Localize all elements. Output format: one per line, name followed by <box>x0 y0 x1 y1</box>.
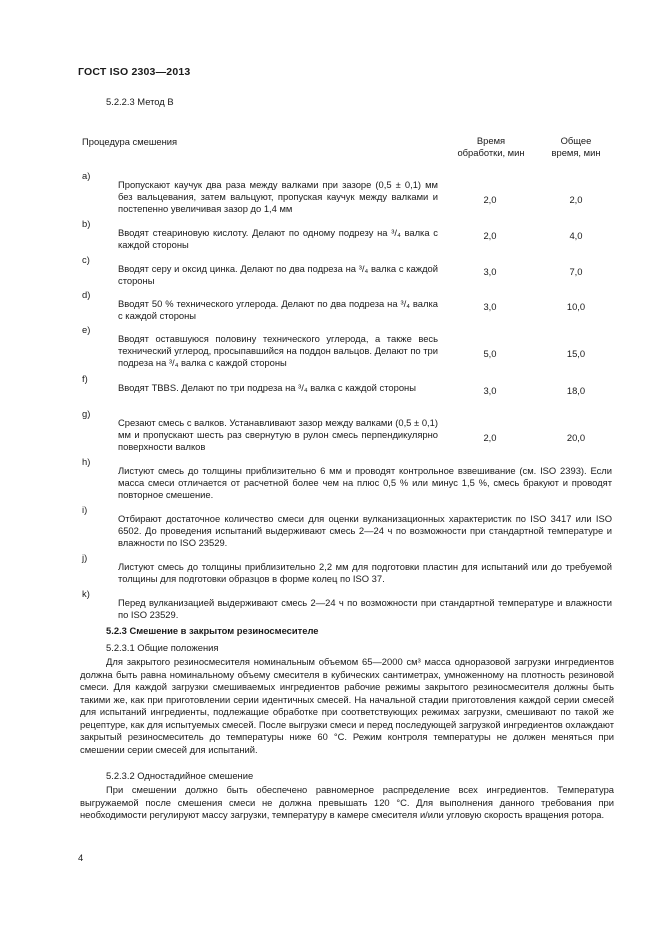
step-text: Вводят стеариновую кислоту. Делают по одному подрезу на ³/₄ валка с каждой стороны <box>118 227 438 251</box>
method-b-heading: 5.2.2.3 Метод B <box>106 96 174 107</box>
step-letter: i) <box>82 504 88 515</box>
step-total-time: 18,0 <box>566 385 586 396</box>
step-processing-time: 2,0 <box>483 432 497 443</box>
step-letter: k) <box>82 588 90 599</box>
section-5-2-3-1-heading: 5.2.3.1 Общие положения <box>106 642 219 653</box>
step-text: Вводят серу и оксид цинка. Делают по два подреза на ³/₄ валка с каждой стороны <box>118 263 438 287</box>
step-processing-time: 2,0 <box>483 194 497 205</box>
step-text: Листуют смесь до толщины приблизительно 6 мм и проводят контрольное взвешивание (см. ISO 2393). Если масса смеси отличается от расчетной более чем на плюс 0,5 % или минус 1,5 %, смесь бракуют и проводят повторное смешение. <box>118 465 612 501</box>
step-processing-time: 3,0 <box>483 301 497 312</box>
step-letter: c) <box>82 254 90 265</box>
step-processing-time: 5,0 <box>483 348 497 359</box>
step-text: Пропускают каучук два раза между валками при зазоре (0,5 ± 0,1) мм без вальцевания, затем вальцуют, пропуская каучук между валками и постепенно увеличивая зазор до 1,4 мм <box>118 179 438 215</box>
step-total-time: 20,0 <box>566 432 586 443</box>
column-header-total-time-line2: время, мин <box>551 147 601 158</box>
step-text: Перед вулканизацией выдерживают смесь 2—24 ч по возможности при стандартной температуре и влажности по ISO 23529. <box>118 597 612 621</box>
step-text: Вводят 50 % технического углерода. Делают по два подреза на ³/₄ валка с каждой стороны <box>118 298 438 322</box>
column-header-processing-time-line2: обработки, мин <box>457 147 525 158</box>
column-header-procedure: Процедура смешения <box>82 136 178 147</box>
step-letter: j) <box>82 552 88 563</box>
step-text: Вводят TBBS. Делают по три подреза на ³/₄ валка с каждой стороны <box>118 382 416 394</box>
step-total-time: 10,0 <box>566 301 586 312</box>
step-text: Вводят оставшуюся половину технического углерода, а также весь технический углерод, просыпавшийся на поддон вальцов. Делают по три подреза на ³/₄ валка с каждой стороны <box>118 333 438 369</box>
step-total-time: 7,0 <box>569 266 583 277</box>
step-total-time: 2,0 <box>569 194 583 205</box>
column-header-total-time <box>541 135 611 159</box>
step-processing-time: 2,0 <box>483 230 497 241</box>
step-letter: a) <box>82 170 91 181</box>
step-letter: d) <box>82 289 91 300</box>
column-header-total-time-line1: Общее <box>560 135 592 146</box>
step-letter: b) <box>82 218 91 229</box>
step-processing-time: 3,0 <box>483 385 497 396</box>
section-5-2-3-heading: 5.2.3 Смешение в закрытом резиносмесителе <box>106 625 319 636</box>
step-letter: f) <box>82 373 88 384</box>
document-title: ГОСТ ISO 2303—2013 <box>78 66 191 78</box>
step-processing-time: 3,0 <box>483 266 497 277</box>
column-header-processing-time <box>446 135 536 159</box>
section-5-2-3-2-heading: 5.2.3.2 Одностадийное смешение <box>106 770 254 781</box>
section-5-2-3-1-paragraph: Для закрытого резиносмесителя номинальным объемом 65—2000 см³ масса одноразовой загрузки ингредиентов должна быть равна номинальному объему смесителя в кубических сантиметрах, умноженному на плотность резиновой смеси. Для каждой загрузки смешиваемых ингредиентов рабочие режимы закрытого резиносмесителя должны быть такими же, как при приготовлении серии идентичных смесей. На начальной стадии приготовления каждой серии смесей для испытаний ингредиенты, подлежащие обработке при соответствующих режимах загрузки, смешивают по такой же рецептуре, как для испытуемых смесей. После выгрузки смеси и перед последующей загрузкой ингредиентов охлаждают закрытый резиносмеситель до температуры ниже 60 °С. Режим контроля температуры не должен меняться при смешении серии смесей для испытаний. <box>80 656 614 755</box>
step-letter: g) <box>82 408 91 419</box>
section-5-2-3-2-paragraph: При смешении должно быть обеспечено равномерное распределение всех ингредиентов. Температура выгружаемой после смешения смеси не должна превышать 120 °С. Для выполнения данного требования при необходимости регулируют массу загрузки, температуру в камере смесителя и/или угловую скорость вращения ротора. <box>80 784 614 820</box>
step-text: Срезают смесь с валков. Устанавливают зазор между валками (0,5 ± 0,1) мм и пропускают шесть раз свернутую в рулон смесь перпендикулярно поверхности валков <box>118 417 438 453</box>
page-number: 4 <box>78 852 84 863</box>
column-header-processing-time-line1: Время <box>476 135 506 146</box>
step-letter: e) <box>82 324 91 335</box>
step-total-time: 15,0 <box>566 348 586 359</box>
step-letter: h) <box>82 456 91 467</box>
step-text: Отбирают достаточное количество смеси для оценки вулканизационных характеристик по ISO 3417 или ISO 6502. До проведения испытаний выдерживают смесь 2—24 ч по возможности при стандартной температуре и влажности по ISO 23529. <box>118 513 612 549</box>
step-text: Листуют смесь до толщины приблизительно 2,2 мм для подготовки пластин для испытаний или до требуемой толщины для подготовки образцов в форме колец по ISO 37. <box>118 561 612 585</box>
step-total-time: 4,0 <box>569 230 583 241</box>
